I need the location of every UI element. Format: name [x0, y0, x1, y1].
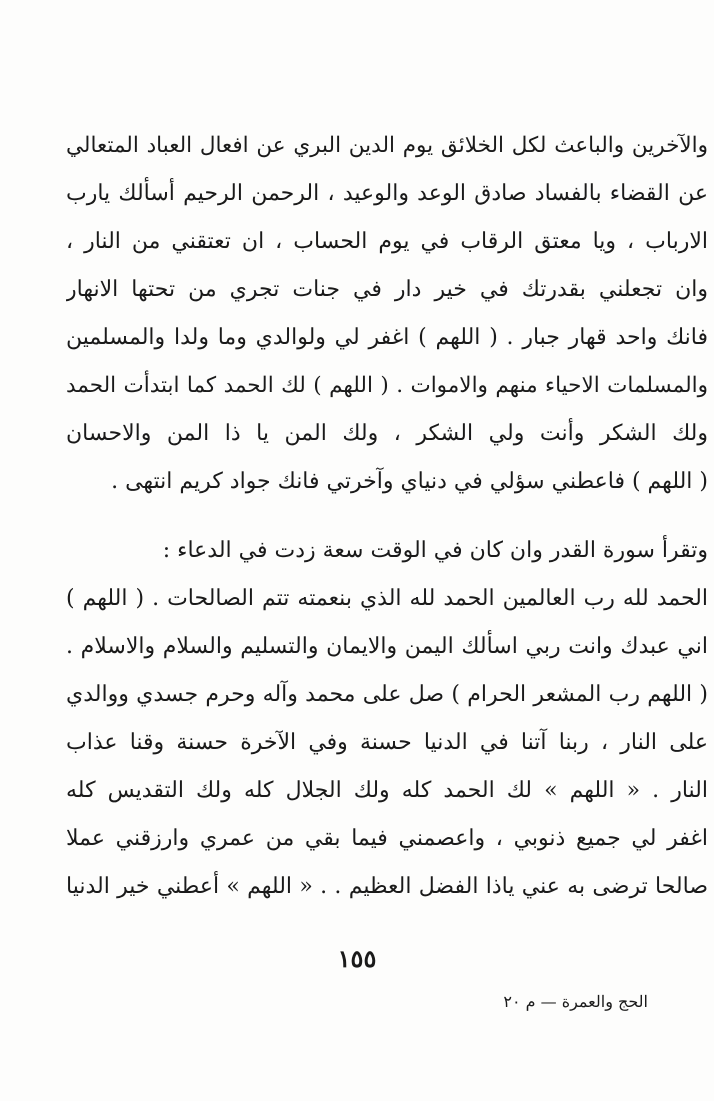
text-line: اني عبدك وانت ربي اسألك اليمن والايمان والتسليم والسلام والاسلام .	[66, 634, 708, 659]
text-line: ( اللهم رب المشعر الحرام ) صل على محمد وآله وحرم جسدي ووالدي	[66, 682, 708, 707]
text-line: اغفر لي جميع ذنوبي ، واعصمني فيما بقي من عمري وارزقني عملا	[66, 826, 708, 851]
footer-signature: الحج والعمرة — م ٢٠	[503, 992, 648, 1011]
paragraph-2	[66, 527, 708, 911]
text-line: وتقرأ سورة القدر وان كان في الوقت سعة زدت في الدعاء :	[162, 538, 708, 563]
text-line: على النار ، ربنا آتنا في الدنيا حسنة وفي الآخرة حسنة وقنا عذاب	[66, 730, 708, 755]
text-line: ولك الشكر وأنت ولي الشكر ، ولك المن يا ذا المن والاحسان	[66, 421, 708, 446]
text-line: الحمد لله رب العالمين الحمد لله الذي بنعمته تتم الصالحات . ( اللهم )	[66, 586, 708, 611]
text-line: فانك واحد قهار جبار . ( اللهم ) اغفر لي ولوالدي وما ولدا والمسلمين	[66, 325, 708, 350]
text-line: صالحا ترضى به عني ياذا الفضل العظيم . . « اللهم » أعطني خير الدنيا	[66, 874, 708, 899]
text-line: والمسلمات الاحياء منهم والاموات . ( اللهم ) لك الحمد كما ابتدأت الحمد	[66, 373, 708, 398]
text-line: والآخرين والباعث لكل الخلائق يوم الدين البري عن افعال العباد المتعالي	[66, 133, 708, 158]
paragraph-1	[66, 122, 708, 506]
page-number: ١٥٥	[337, 944, 377, 973]
text-line: وان تجعلني بقدرتك في خير دار في جنات تجري من تحتها الانهار	[66, 277, 708, 302]
text-line: عن القضاء بالفساد صادق الوعد والوعيد ، الرحمن الرحيم أسألك يارب	[66, 181, 708, 206]
text-line: ( اللهم ) فاعطني سؤلي في دنياي وآخرتي فانك جواد كريم انتهى .	[111, 469, 708, 494]
text-line: الارباب ، ويا معتق الرقاب في يوم الحساب ، ان تعتقني من النار ،	[66, 229, 708, 254]
text-line: النار . « اللهم » لك الحمد كله ولك الجلال كله ولك التقديس كله	[66, 778, 708, 803]
